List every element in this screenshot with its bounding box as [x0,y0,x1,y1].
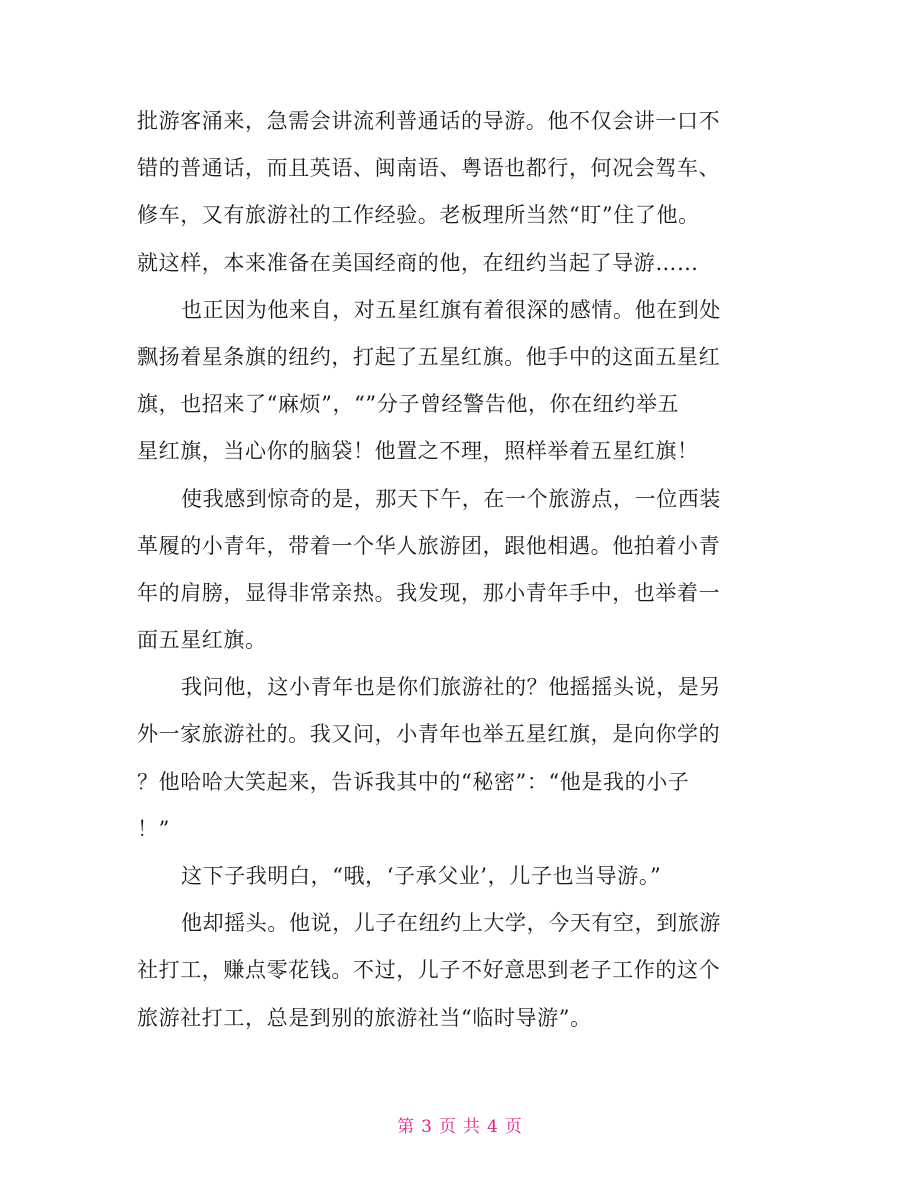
text-line: 错的普通话，而且英语、闽南语、粤语也都行，何况会驾车、 [137,156,721,181]
text-line: 批游客涌来，急需会讲流利普通话的导游。他不仅会讲一口不 [137,109,721,133]
text-line: 他却摇头。他说，儿子在纽约上大学，今天有空，到旅游 [181,911,721,936]
text-line: 社打工，赚点零花钱。不过，儿子不好意思到老子工作的这个 [137,958,721,983]
text-line: 这下子我明白，“哦，‘子承父业’，儿子也当导游。” [181,864,662,888]
text-line: 也正因为他来自，对五星红旗有着很深的感情。他在到处 [181,297,721,322]
text-line: 我问他，这小青年也是你们旅游社的？他摇摇头说，是另 [181,675,721,700]
paragraph [137,853,797,900]
page-footer [0,1112,920,1137]
paragraph [137,287,797,476]
footer-total-pages: 4 [487,1117,499,1137]
footer-page-word: 页 [439,1117,457,1137]
paragraph [137,98,797,287]
text-line: 年的肩膀，显得非常亲热。我发现，那小青年手中，也举着一 [137,580,721,605]
paragraph [137,476,797,665]
paragraph [137,900,797,1042]
paragraph [137,664,797,853]
footer-total-word: 共 [463,1117,481,1137]
text-line: ！” [137,816,170,841]
text-line: 就这样，本来准备在美国经商的他，在纽约当起了导游…… [137,250,699,275]
text-line: ？他哈哈大笑起来，告诉我其中的“秘密”：“他是我的小子 [137,769,690,794]
footer-prefix: 第 [397,1117,416,1137]
footer-suffix: 页 [504,1117,523,1137]
text-line: 外一家旅游社的。我又问，小青年也举五星红旗，是向你学的 [137,722,721,747]
text-line: 使我感到惊奇的是，那天下午，在一个旅游点，一位西装 [181,486,721,511]
text-line: 旅游社打工，总是到别的旅游社当“临时导游”。 [137,1005,592,1030]
text-line: 旗，也招来了“麻烦”，“”分子曾经警告他，你在纽约举五 [137,392,680,417]
text-line: 革履的小青年，带着一个华人旅游团，跟他相遇。他拍着小青 [137,533,721,558]
footer-current-page: 3 [421,1117,433,1137]
text-line: 飘扬着星条旗的纽约，打起了五星红旗。他手中的这面五星红 [137,344,721,369]
document-body [137,98,797,1042]
text-line: 面五星红旗。 [137,628,267,653]
text-line: 修车，又有旅游社的工作经验。老板理所当然“盯”住了他。 [137,203,700,228]
text-line: 星红旗，当心你的脑袋！他置之不理，照样举着五星红旗！ [137,439,699,464]
